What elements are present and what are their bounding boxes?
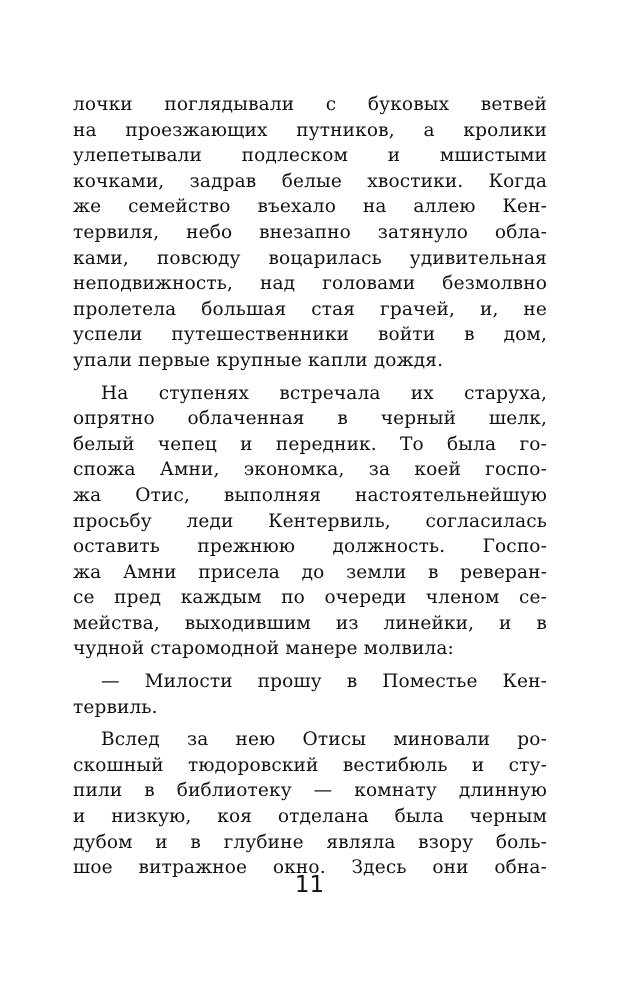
text-line: белый чепец и передник. То была го- bbox=[73, 433, 547, 455]
text-line: спожа Амни, экономка, за коей госпо- bbox=[73, 459, 547, 481]
text-line: ками, повсюду воцарилась удивительная bbox=[73, 247, 547, 269]
page-number: 11 bbox=[294, 872, 325, 898]
text-line: лочки поглядывали с буковых ветвей bbox=[73, 94, 547, 115]
text-line: опрятно облаченная в черный шелк, bbox=[73, 408, 547, 430]
text-line-last: упали первые крупные капли дождя. bbox=[73, 349, 444, 371]
text-line: жа Отис, выполняя настоятельнейшую bbox=[73, 484, 547, 506]
dialogue-line: — Милости прошу в Поместье Кен- bbox=[101, 671, 547, 693]
text-line: пили в библиотеку — комнату длинную bbox=[73, 780, 547, 802]
text-line-first: Вслед за нею Отисы миновали ро- bbox=[101, 729, 547, 751]
paragraph-1 bbox=[73, 92, 547, 374]
paragraph-gap bbox=[73, 662, 547, 669]
text-line: успели путешественники войти в дом, bbox=[73, 324, 547, 346]
text-line: просьбу леди Кентервиль, согласилась bbox=[73, 510, 547, 532]
text-line: жа Амни присела до земли в реверан- bbox=[73, 561, 547, 583]
paragraph-gap bbox=[73, 374, 547, 381]
text-line: пролетела большая стая грачей, и, не bbox=[73, 298, 547, 320]
text-line: кочками, задрав белые хвостики. Когда bbox=[73, 170, 547, 192]
paragraph-2 bbox=[73, 381, 547, 663]
text-line-last: чудной старомодной манере молвила: bbox=[73, 638, 454, 660]
text-line: мейства, выходившим из линейки, и в bbox=[73, 612, 547, 634]
text-line: оставить прежнюю должность. Госпо- bbox=[73, 536, 547, 558]
text-line: дубом и в глубине являла взору боль- bbox=[73, 831, 547, 853]
text-line-last: тервиль. bbox=[73, 696, 158, 718]
text-line: скошный тюдоровский вестибюль и сту- bbox=[73, 754, 547, 776]
text-line: улепетывали подлеском и мшистыми bbox=[73, 145, 547, 167]
book-page-text bbox=[73, 92, 547, 881]
paragraph-4 bbox=[73, 727, 547, 881]
paragraph-3 bbox=[73, 669, 547, 720]
text-line: неподвижность, над головами безмолвно bbox=[73, 273, 547, 295]
text-line: шое витражное окно. Здесь они обна- bbox=[73, 857, 547, 879]
text-line: же семейство въехало на аллею Кен- bbox=[73, 196, 547, 218]
text-line: се пред каждым по очереди членом се- bbox=[73, 587, 547, 609]
paragraph-gap bbox=[73, 720, 547, 727]
text-line: на проезжающих путников, а кролики bbox=[73, 119, 547, 141]
text-line: тервиля, небо внезапно затянуло обла- bbox=[73, 221, 547, 243]
text-line-first: На ступенях встречала их старуха, bbox=[101, 382, 547, 404]
text-line: и низкую, коя отделана была черным bbox=[73, 806, 547, 828]
